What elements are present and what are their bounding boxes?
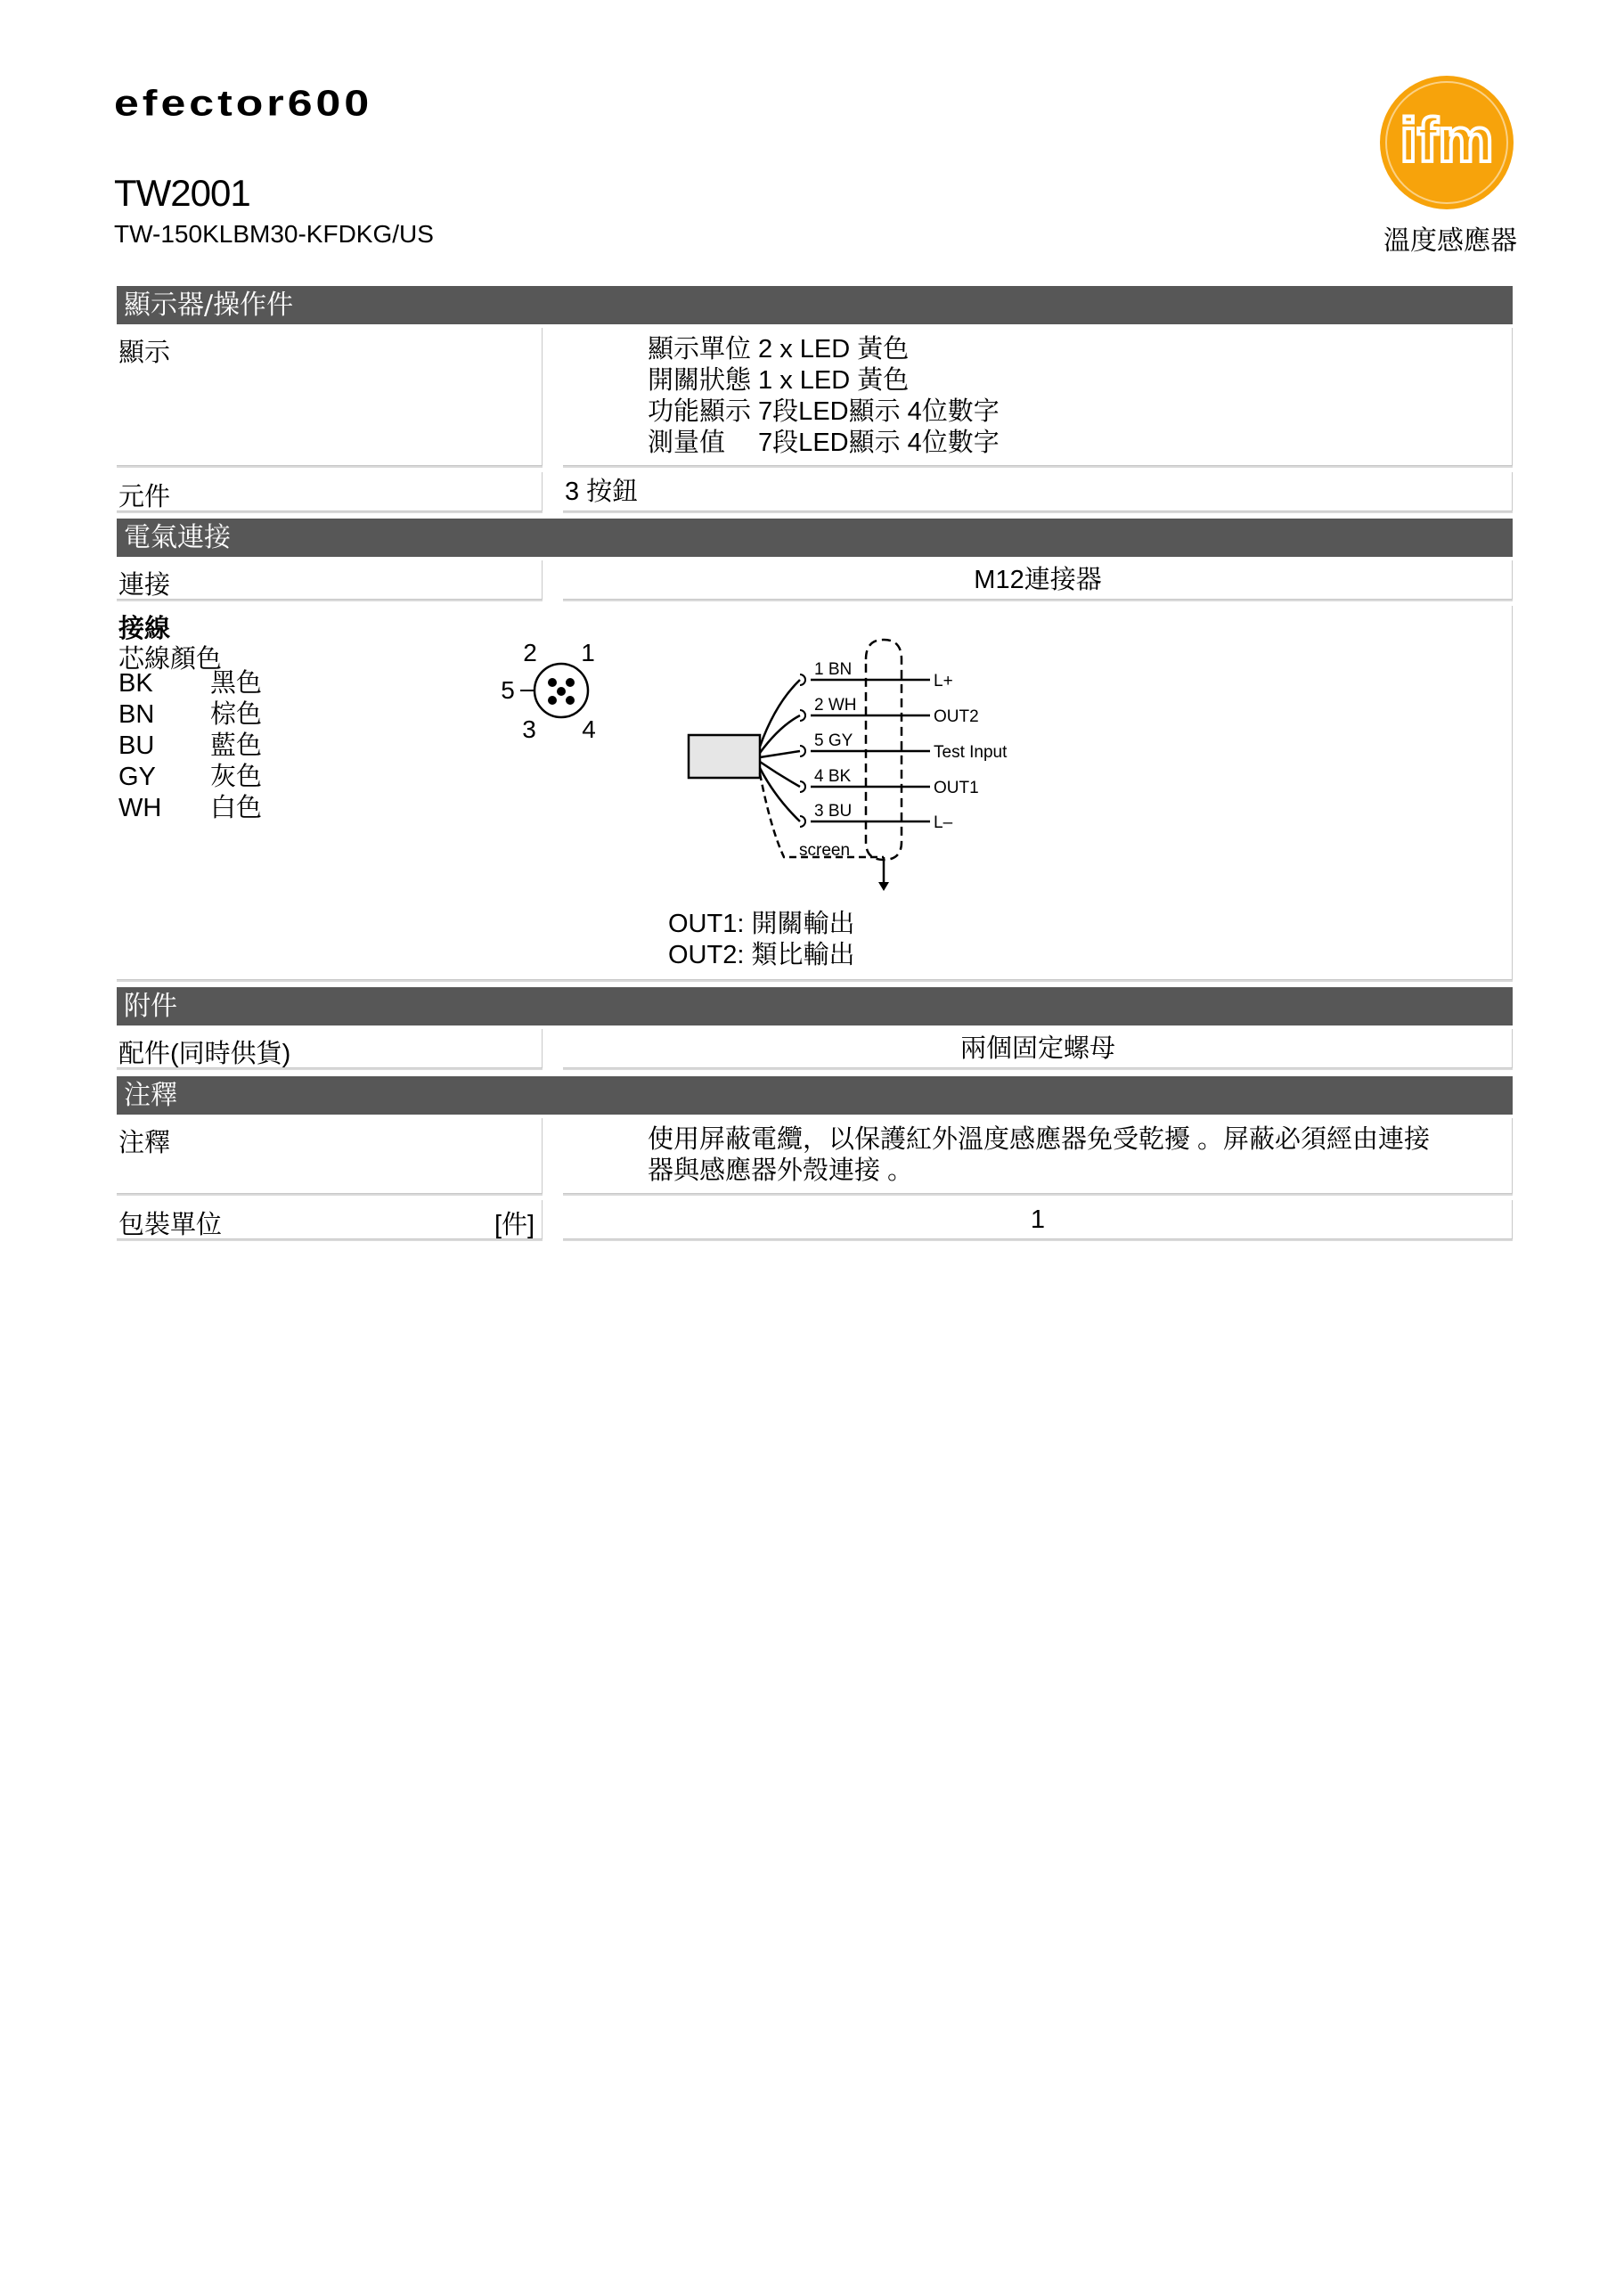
shield-loop <box>866 640 902 860</box>
core-color-code: BK <box>118 669 153 698</box>
display-label: 顯示 <box>118 339 171 367</box>
signal-label: L+ <box>934 672 953 690</box>
output-legend <box>668 909 854 971</box>
core-color-code: BN <box>118 700 155 729</box>
core-colors-label: 芯線顏色 <box>118 645 223 674</box>
logo-text: ifm <box>1400 105 1494 175</box>
core-color-row <box>118 731 262 762</box>
wire-label: 4 BK <box>814 767 852 786</box>
pin-number: 3 <box>522 715 536 743</box>
brand-text: efector600 <box>114 82 373 121</box>
core-color-row <box>118 699 262 731</box>
connector-face <box>501 639 596 743</box>
section-notes: 注釋 <box>117 1076 1513 1115</box>
core-color-name: 白色 <box>210 794 263 822</box>
section-accessories: 附件 <box>117 987 1513 1025</box>
core-color-name: 灰色 <box>210 763 263 791</box>
elements-label: 元件 <box>118 483 171 511</box>
connection-value: M12連接器 <box>974 566 1102 594</box>
connection-label-cell <box>117 560 543 600</box>
packaging-label: 包裝單位 <box>118 1211 223 1239</box>
pin-number: 2 <box>523 639 537 666</box>
ifm-logo <box>1378 74 1515 211</box>
wire-label: 2 WH <box>814 696 857 715</box>
core-color-name: 黑色 <box>210 669 263 698</box>
pin-number: 1 <box>581 639 595 666</box>
note-line: 器與感應器外殼連接 。 <box>648 1156 914 1185</box>
supplied-label: 配件(同時供貨) <box>118 1040 291 1068</box>
elements-value-cell <box>563 472 1513 511</box>
screen-label: screen <box>799 841 851 860</box>
signal-label: L– <box>934 813 953 832</box>
wire-label: 3 BU <box>814 802 853 821</box>
display-line: 測量值 7段LED顯示 4位數字 <box>648 429 1000 457</box>
note-label: 注釋 <box>118 1129 171 1157</box>
note-line: 使用屏蔽電纜，以保護紅外溫度感應器免受乾擾 。屏蔽必須經由連接 <box>648 1125 1431 1154</box>
product-code: TW-150KLBM30-KFDKG/US <box>114 220 434 248</box>
wire-label: 1 BN <box>814 660 853 679</box>
core-colors-table <box>118 668 262 824</box>
pin-number: 4 <box>582 715 596 743</box>
section-display-ops: 顯示器/操作件 <box>117 286 1513 324</box>
display-line: 功能顯示 7段LED顯示 4位數字 <box>648 397 1000 426</box>
signal-label: OUT1 <box>934 779 979 797</box>
core-color-code: WH <box>118 794 162 822</box>
elements-label-cell <box>117 472 543 511</box>
display-line: 顯示單位 2 x LED 黃色 <box>648 335 910 364</box>
supplied-value: 兩個固定螺母 <box>959 1034 1115 1063</box>
packaging-value: 1 <box>1030 1205 1046 1234</box>
display-label-cell <box>117 328 543 466</box>
section-electrical: 電氣連接 <box>117 519 1513 557</box>
core-color-name: 棕色 <box>210 700 263 729</box>
connection-label: 連接 <box>118 571 171 600</box>
signal-label: OUT2 <box>934 707 979 726</box>
core-color-row <box>118 668 262 699</box>
packaging-unit: [件] <box>494 1211 535 1239</box>
signal-label: Test Input <box>934 743 1008 762</box>
product-id: TW2001 <box>114 172 250 214</box>
core-color-row <box>118 793 262 824</box>
note-label-cell <box>117 1118 543 1194</box>
brand-logo <box>114 80 497 121</box>
pin-number: 5 <box>501 676 515 704</box>
wiring-label: 接線 <box>118 613 171 643</box>
display-lines <box>648 334 1000 459</box>
note-lines <box>648 1124 1430 1187</box>
core-color-code: BU <box>118 731 155 760</box>
sensor-body <box>689 735 760 778</box>
core-color-row <box>118 762 262 793</box>
wiring-diagram <box>481 624 1033 913</box>
display-line: 開關狀態 1 x LED 黃色 <box>648 366 910 395</box>
core-color-code: GY <box>118 763 156 791</box>
elements-value: 3 按鈕 <box>565 478 639 506</box>
pin-markers <box>800 674 805 827</box>
core-color-name: 藍色 <box>210 731 263 760</box>
output-line: OUT2: 類比輸出 <box>668 941 855 969</box>
output-line: OUT1: 開關輸出 <box>668 910 855 938</box>
product-category: 溫度感應器 <box>1383 226 1517 256</box>
wire-label: 5 GY <box>814 731 853 750</box>
